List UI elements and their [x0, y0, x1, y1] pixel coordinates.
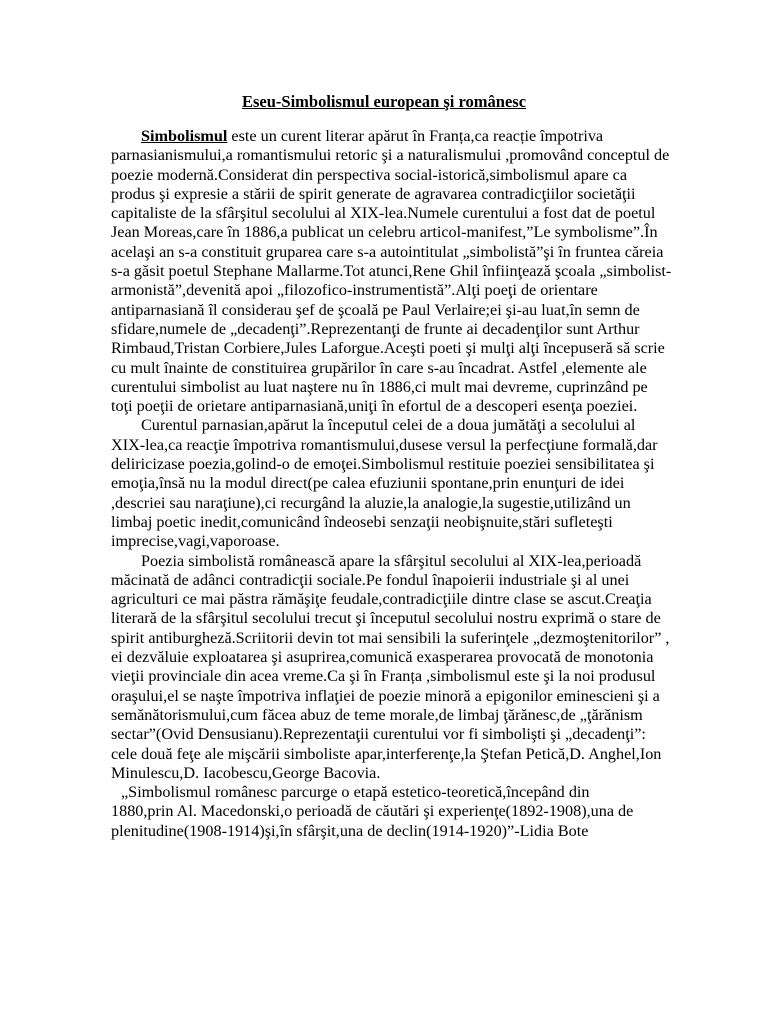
line-text: semănătorismului,cum făcea abuz de teme morale,de limbaj ţărănesc,de „ţărănism	[111, 705, 643, 724]
text-line	[111, 706, 731, 725]
text-line	[111, 378, 731, 397]
line-text: emoţia,însă nu la modul direct(pe calea efuziunii spontane,prin enunţuri de idei	[111, 474, 625, 493]
line-text: imprecise,vagi,vaporoase.	[111, 532, 280, 551]
line-text: XIX-lea,ca reacţie împotriva romantismului,dusese versul la perfecţiune formală,dar	[111, 435, 658, 454]
text-line	[111, 745, 731, 764]
text-line	[111, 513, 731, 532]
line-text: 1880,prin Al. Macedonski,o perioadă de căutări şi experienţe(1892-1908),una de	[111, 802, 634, 821]
text-line	[111, 802, 731, 821]
line-text: toţi poeţii de orietare antiparnasiană,uniţi în efortul de a descoperi esenţa poeziei.	[111, 397, 638, 416]
line-text: spirit antiburgheză.Scriitorii devin tot mai sensibili la suferinţele „dezmoştenitorilor” ,	[111, 628, 670, 647]
document-title: Eseu-Simbolismul european şi românesc	[241, 92, 527, 111]
line-text: „Simbolismul românesc parcurge o etapă estetico-teoretică,începând din	[121, 783, 590, 802]
line-text: este un curent literar apărut în Franța,ca reacție împotriva	[227, 127, 604, 145]
line-text: plenitudine(1908-1914)şi,în sfârşit,una de declin(1914-1920)”-Lidia Bote	[111, 821, 589, 840]
text-line	[111, 822, 731, 841]
text-line	[111, 281, 731, 300]
lead-term: Simbolismul	[141, 127, 228, 145]
line-text: măcinată de adânci contradicţii sociale.Pe fondul înapoierii industriale şi al unei	[111, 570, 630, 589]
line-text: curentului simbolist au luat naştere nu în 1886,ci mult mai devreme, cuprinzând pe	[111, 377, 648, 396]
line-text: limbaj poetic inedit,comunicând îndeosebi senzaţii neobişnuite,stări sufleteşti	[111, 512, 613, 531]
text-line	[111, 532, 731, 551]
line-text: produs şi expresie a stării de spirit generate de agravarea contradicţiilor societăţii	[111, 184, 636, 203]
text-line	[111, 146, 731, 165]
text-line	[111, 185, 731, 204]
text-line	[111, 629, 731, 648]
line-text: oraşului,el se naşte împotriva inflaţiei de poezie minoră a epigonilor eminescieni şi a	[111, 686, 660, 705]
text-line	[111, 667, 731, 686]
line-text: acelaşi an s-a constituit gruparea care s-a autointitulat „simbolistă”şi în fruntea căreia	[111, 242, 664, 261]
line-text: deliricizase poezia,golind-o de emoţei.Simbolismul restituie poeziei sensibilitatea şi	[111, 455, 655, 474]
text-line	[111, 590, 731, 609]
document-body	[111, 127, 731, 841]
text-line	[111, 416, 731, 435]
text-line	[111, 687, 731, 706]
line-text: antiparnasiană îl considerau şef de şcoală pe Paul Verlaire;ei şi-au luat,în semn de	[111, 300, 640, 319]
text-line	[111, 571, 731, 590]
text-line	[111, 127, 731, 146]
line-text: s-a găsit poetul Stephane Mallarme.Tot atunci,Rene Ghil înfiinţează şcoala „simbolist-	[111, 262, 672, 281]
line-text: vieţii provinciale din acea vreme.Ca şi în Franța ,simbolismul este şi la noi produsul	[111, 667, 656, 686]
line-text: Rimbaud,Tristan Corbiere,Jules Laforgue.Aceşti poeti şi mulţi alţi începuseră să scrie	[111, 339, 665, 358]
paragraph	[111, 127, 731, 416]
text-line	[111, 339, 731, 358]
text-line	[111, 648, 731, 667]
text-line	[111, 204, 731, 223]
line-text: sectar”(Ovid Densusianu).Reprezentaţii curentului vor fi simbolişti şi „decadenţi”:	[111, 725, 646, 744]
text-line	[111, 783, 731, 802]
text-line	[111, 609, 731, 628]
text-line	[111, 436, 731, 455]
paragraph	[111, 416, 731, 551]
line-text: ei dezvăluie exploatarea şi asuprirea,comunică exasperarea provocată de monotonia	[111, 648, 654, 667]
text-line	[111, 552, 731, 571]
paragraph	[111, 783, 731, 841]
paragraph	[111, 552, 731, 784]
text-line	[111, 494, 731, 513]
line-text: cele două feţe ale mişcării simboliste apar,interferenţe,la Ştefan Petică,D. Anghel,Ion	[111, 744, 662, 763]
text-line	[111, 725, 731, 744]
line-text: ,descriei sau naraţiune),ci recurgând la aluzie,la analogie,la sugestie,utilizând un	[111, 493, 631, 512]
line-text: Curentul parnasian,apărut la începutul celei de a doua jumătăţi a secolului al	[141, 416, 636, 435]
line-text: poezie modernă.Considerat din perspectiva social-istorică,simbolismul apare ca	[111, 165, 628, 184]
text-line	[111, 166, 731, 185]
line-text: parnasianismului,a romantismului retoric şi a naturalismului ,promovând conceptul de	[111, 146, 670, 165]
text-line	[111, 320, 731, 339]
text-line	[111, 301, 731, 320]
line-text: capitaliste de la sfârşitul secolului al XIX-lea.Numele curentului a fost dat de poetul	[111, 204, 656, 223]
line-text: literară de la sfârşitul secolului trecut şi începutul secolului nostru exprimă o stare de	[111, 609, 661, 628]
text-line	[111, 243, 731, 262]
line-text: agriculturi ce mai păstra rămăşiţe feudale,contradicţiile dintre clase se ascut.Creaţia	[111, 590, 652, 609]
line-text: Poezia simbolistă românească apare la sfârşitul secolului al XIX-lea,perioadă	[141, 551, 642, 570]
line-text: Minulescu,D. Iacobescu,George Bacovia.	[111, 763, 381, 782]
line-text: sfidare,numele de „decadenţi”.Reprezentanţi de frunte ai decadenţilor sunt Arthur	[111, 319, 640, 338]
line-text: cu mult înainte de constituirea grupărilor în care s-au încadrat. Astfel ,elemente ale	[111, 358, 647, 377]
text-line	[111, 262, 731, 281]
line-text: armonistă”,devenită apoi „filozofico-instrumentistă”.Alţi poeţi de orientare	[111, 281, 598, 300]
text-line	[111, 455, 731, 474]
text-line	[111, 397, 731, 416]
line-text: Jean Moreas,care în 1886,a publicat un celebru articol-manifest,”Le symbolisme”.În	[111, 223, 658, 242]
text-line	[111, 359, 731, 378]
text-line	[111, 764, 731, 783]
text-line	[111, 474, 731, 493]
text-line	[111, 223, 731, 242]
